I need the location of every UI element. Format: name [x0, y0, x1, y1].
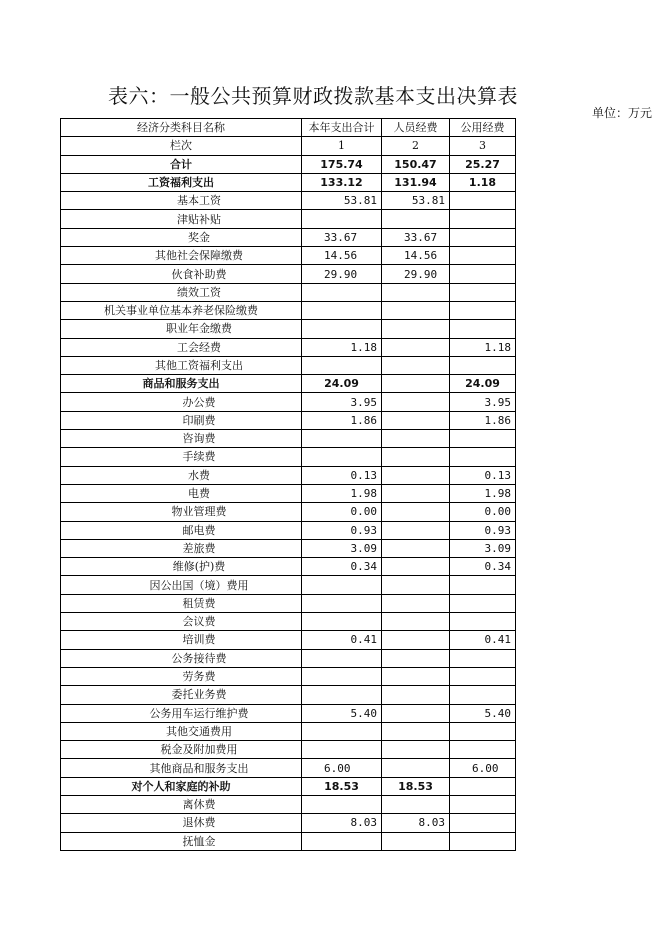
table-row	[61, 576, 516, 594]
row-public-value: 1.86	[450, 411, 516, 429]
row-public-value: 6.00	[450, 759, 516, 777]
row-public-value	[450, 686, 516, 704]
row-public-value	[450, 265, 516, 283]
row-total-value	[302, 832, 382, 850]
row-category-name: 邮电费	[61, 521, 302, 539]
row-total-value	[302, 356, 382, 374]
index-label: 栏次	[61, 137, 302, 155]
row-public-value	[450, 192, 516, 210]
row-category-name: 基本工资	[61, 192, 302, 210]
row-personnel-value	[382, 210, 450, 228]
row-category-name: 商品和服务支出	[61, 375, 302, 393]
table-row	[61, 484, 516, 502]
row-category-name: 公务用车运行维护费	[61, 704, 302, 722]
row-category-name: 印刷费	[61, 411, 302, 429]
row-total-value	[302, 320, 382, 338]
row-category-name: 办公费	[61, 393, 302, 411]
table-row	[61, 210, 516, 228]
row-public-value: 3.95	[450, 393, 516, 411]
row-personnel-value	[382, 631, 450, 649]
row-category-name: 税金及附加费用	[61, 741, 302, 759]
row-total-value: 3.95	[302, 393, 382, 411]
row-category-name: 其他社会保障缴费	[61, 247, 302, 265]
table-row	[61, 283, 516, 301]
row-personnel-value	[382, 283, 450, 301]
table-row	[61, 686, 516, 704]
row-public-value	[450, 722, 516, 740]
row-public-value: 0.41	[450, 631, 516, 649]
table-row	[61, 667, 516, 685]
row-personnel-value: 150.47	[382, 155, 450, 173]
header-total: 本年支出合计	[302, 119, 382, 137]
row-personnel-value	[382, 558, 450, 576]
table-row	[61, 228, 516, 246]
row-personnel-value	[382, 539, 450, 557]
header-public: 公用经费	[450, 119, 516, 137]
table-row	[61, 759, 516, 777]
row-personnel-value: 18.53	[382, 777, 450, 795]
row-category-name: 会议费	[61, 613, 302, 631]
table-row	[61, 192, 516, 210]
row-category-name: 差旅费	[61, 539, 302, 557]
row-category-name: 维修(护)费	[61, 558, 302, 576]
row-public-value	[450, 667, 516, 685]
row-public-value	[450, 613, 516, 631]
row-category-name: 电费	[61, 484, 302, 502]
table-row	[61, 521, 516, 539]
row-total-value	[302, 741, 382, 759]
row-total-value: 29.90	[302, 265, 382, 283]
row-category-name: 其他交通费用	[61, 722, 302, 740]
row-public-value	[450, 320, 516, 338]
row-category-name: 工会经费	[61, 338, 302, 356]
row-category-name: 津贴补贴	[61, 210, 302, 228]
table-row	[61, 558, 516, 576]
row-total-value	[302, 686, 382, 704]
row-total-value: 3.09	[302, 539, 382, 557]
row-public-value: 1.18	[450, 338, 516, 356]
row-personnel-value	[382, 521, 450, 539]
index-2: 2	[382, 137, 450, 155]
table-row	[61, 539, 516, 557]
table-row	[61, 613, 516, 631]
row-total-value: 53.81	[302, 192, 382, 210]
row-category-name: 离休费	[61, 795, 302, 813]
row-total-value: 18.53	[302, 777, 382, 795]
row-total-value: 8.03	[302, 814, 382, 832]
row-total-value: 0.13	[302, 466, 382, 484]
row-total-value	[302, 430, 382, 448]
row-personnel-value	[382, 613, 450, 631]
row-total-value: 14.56	[302, 247, 382, 265]
row-personnel-value	[382, 722, 450, 740]
table-row	[61, 155, 516, 173]
row-total-value	[302, 576, 382, 594]
row-total-value: 6.00	[302, 759, 382, 777]
row-total-value: 0.34	[302, 558, 382, 576]
row-category-name: 劳务费	[61, 667, 302, 685]
row-category-name: 合计	[61, 155, 302, 173]
index-3: 3	[450, 137, 516, 155]
row-total-value	[302, 649, 382, 667]
row-personnel-value	[382, 484, 450, 502]
row-personnel-value	[382, 741, 450, 759]
table-row	[61, 338, 516, 356]
table-row	[61, 247, 516, 265]
row-category-name: 其他工资福利支出	[61, 356, 302, 374]
row-public-value	[450, 576, 516, 594]
row-public-value: 0.13	[450, 466, 516, 484]
row-category-name: 水费	[61, 466, 302, 484]
table-row	[61, 594, 516, 612]
row-total-value	[302, 594, 382, 612]
row-category-name: 退休费	[61, 814, 302, 832]
row-personnel-value	[382, 594, 450, 612]
row-public-value	[450, 777, 516, 795]
row-public-value: 3.09	[450, 539, 516, 557]
row-personnel-value	[382, 759, 450, 777]
row-public-value: 1.98	[450, 484, 516, 502]
row-public-value	[450, 210, 516, 228]
index-1: 1	[302, 137, 382, 155]
row-total-value	[302, 613, 382, 631]
row-personnel-value: 29.90	[382, 265, 450, 283]
row-personnel-value	[382, 649, 450, 667]
row-category-name: 委托业务费	[61, 686, 302, 704]
row-total-value: 0.93	[302, 521, 382, 539]
row-total-value: 1.98	[302, 484, 382, 502]
row-public-value	[450, 832, 516, 850]
column-index-row	[61, 137, 516, 155]
row-public-value: 5.40	[450, 704, 516, 722]
table-row	[61, 777, 516, 795]
header-category: 经济分类科目名称	[61, 119, 302, 137]
row-personnel-value	[382, 576, 450, 594]
row-category-name: 奖金	[61, 228, 302, 246]
row-personnel-value	[382, 430, 450, 448]
row-personnel-value	[382, 356, 450, 374]
row-public-value	[450, 247, 516, 265]
table-header-row	[61, 119, 516, 137]
row-personnel-value: 14.56	[382, 247, 450, 265]
row-category-name: 机关事业单位基本养老保险缴费	[61, 301, 302, 319]
table-row	[61, 265, 516, 283]
row-category-name: 物业管理费	[61, 503, 302, 521]
row-personnel-value	[382, 393, 450, 411]
row-total-value	[302, 210, 382, 228]
row-personnel-value	[382, 503, 450, 521]
row-category-name: 公务接待费	[61, 649, 302, 667]
row-public-value: 1.18	[450, 173, 516, 191]
table-row	[61, 320, 516, 338]
table-row	[61, 503, 516, 521]
row-category-name: 手续费	[61, 448, 302, 466]
row-public-value	[450, 430, 516, 448]
row-public-value	[450, 814, 516, 832]
header-personnel: 人员经费	[382, 119, 450, 137]
row-public-value: 0.00	[450, 503, 516, 521]
row-total-value: 175.74	[302, 155, 382, 173]
row-total-value	[302, 667, 382, 685]
row-total-value	[302, 448, 382, 466]
table-row	[61, 356, 516, 374]
row-total-value: 133.12	[302, 173, 382, 191]
unit-label: 单位：万元	[591, 106, 652, 120]
row-total-value: 1.86	[302, 411, 382, 429]
row-public-value: 25.27	[450, 155, 516, 173]
row-public-value	[450, 448, 516, 466]
row-total-value: 33.67	[302, 228, 382, 246]
row-personnel-value	[382, 704, 450, 722]
row-personnel-value	[382, 667, 450, 685]
row-personnel-value	[382, 375, 450, 393]
table-row	[61, 375, 516, 393]
row-personnel-value	[382, 301, 450, 319]
row-public-value	[450, 228, 516, 246]
row-total-value	[302, 795, 382, 813]
row-public-value	[450, 356, 516, 374]
row-category-name: 伙食补助费	[61, 265, 302, 283]
page-title: 表六：一般公共预算财政拨款基本支出决算表	[108, 84, 518, 108]
row-public-value	[450, 301, 516, 319]
expenditure-table	[60, 118, 516, 851]
row-category-name: 对个人和家庭的补助	[61, 777, 302, 795]
row-personnel-value	[382, 448, 450, 466]
table-row	[61, 722, 516, 740]
row-public-value	[450, 741, 516, 759]
row-category-name: 职业年金缴费	[61, 320, 302, 338]
table-row	[61, 173, 516, 191]
row-public-value: 0.34	[450, 558, 516, 576]
row-personnel-value	[382, 686, 450, 704]
row-category-name: 抚恤金	[61, 832, 302, 850]
row-category-name: 绩效工资	[61, 283, 302, 301]
table-row	[61, 448, 516, 466]
row-total-value: 5.40	[302, 704, 382, 722]
table-row	[61, 832, 516, 850]
row-public-value	[450, 594, 516, 612]
row-personnel-value	[382, 795, 450, 813]
table-row	[61, 466, 516, 484]
row-total-value	[302, 722, 382, 740]
row-total-value: 0.41	[302, 631, 382, 649]
table-row	[61, 301, 516, 319]
row-total-value: 1.18	[302, 338, 382, 356]
row-personnel-value	[382, 832, 450, 850]
row-personnel-value: 53.81	[382, 192, 450, 210]
row-total-value: 0.00	[302, 503, 382, 521]
table-row	[61, 704, 516, 722]
row-public-value	[450, 283, 516, 301]
row-category-name: 培训费	[61, 631, 302, 649]
row-public-value	[450, 795, 516, 813]
table-row	[61, 411, 516, 429]
row-personnel-value: 8.03	[382, 814, 450, 832]
row-public-value: 0.93	[450, 521, 516, 539]
row-category-name: 工资福利支出	[61, 173, 302, 191]
table-row	[61, 430, 516, 448]
table-row	[61, 393, 516, 411]
row-personnel-value: 33.67	[382, 228, 450, 246]
row-total-value: 24.09	[302, 375, 382, 393]
row-total-value	[302, 301, 382, 319]
row-category-name: 咨询费	[61, 430, 302, 448]
table-row	[61, 649, 516, 667]
row-personnel-value	[382, 411, 450, 429]
row-public-value: 24.09	[450, 375, 516, 393]
row-public-value	[450, 649, 516, 667]
row-category-name: 其他商品和服务支出	[61, 759, 302, 777]
row-category-name: 因公出国（境）费用	[61, 576, 302, 594]
row-personnel-value: 131.94	[382, 173, 450, 191]
table-row	[61, 814, 516, 832]
table-row	[61, 741, 516, 759]
row-total-value	[302, 283, 382, 301]
row-personnel-value	[382, 466, 450, 484]
row-personnel-value	[382, 338, 450, 356]
row-category-name: 租赁费	[61, 594, 302, 612]
table-row	[61, 631, 516, 649]
row-personnel-value	[382, 320, 450, 338]
table-row	[61, 795, 516, 813]
